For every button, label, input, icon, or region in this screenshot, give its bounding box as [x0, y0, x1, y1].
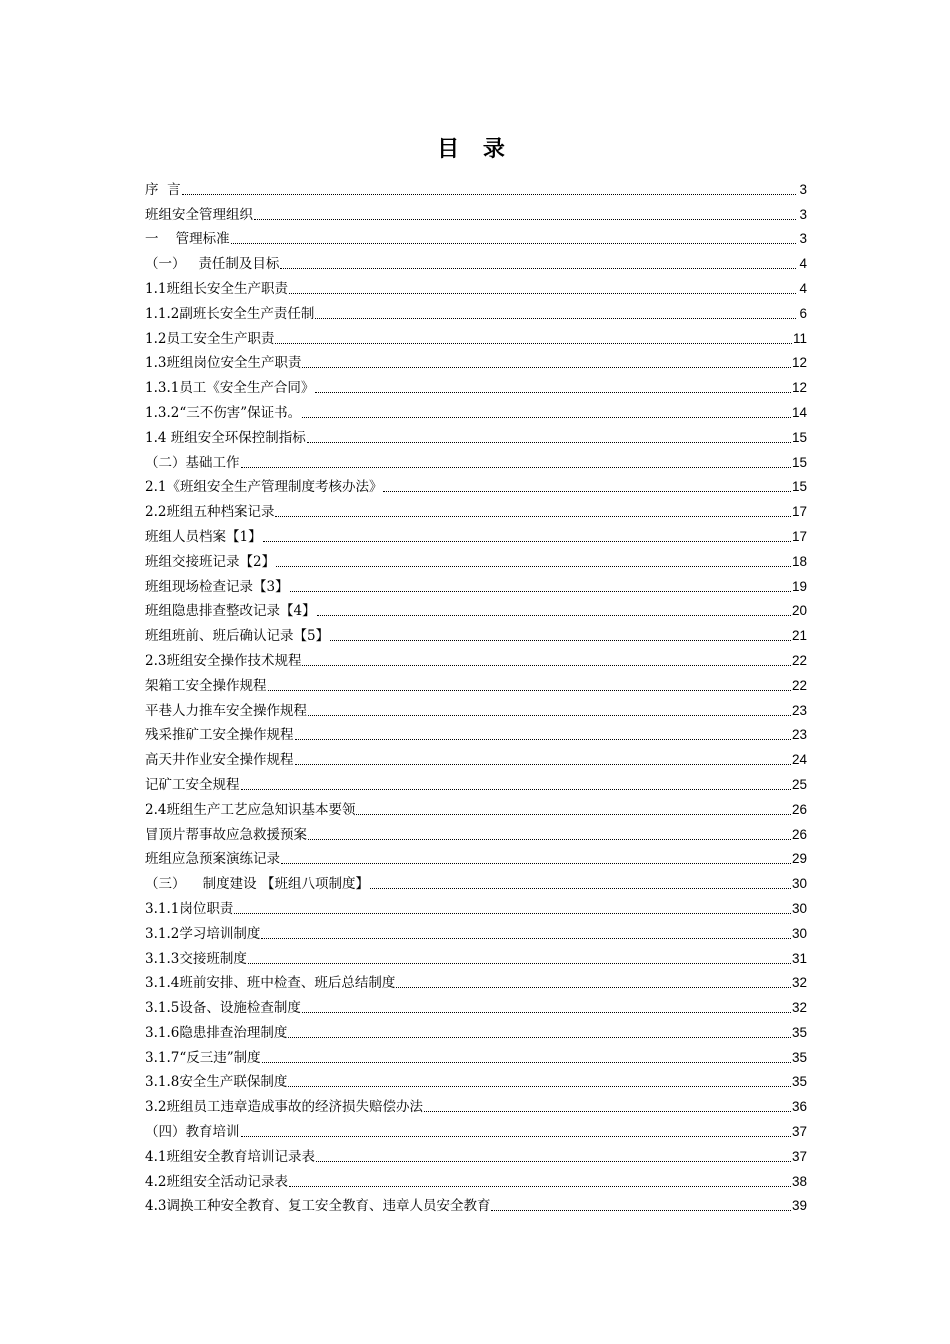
toc-entry-label: 3.2班组员工违章造成事故的经济损失赔偿办法: [145, 1099, 423, 1116]
toc-entry-page-number: 14: [791, 404, 807, 420]
toc-entry-page-number: 18: [791, 553, 807, 569]
toc-entry-page-number: 11: [792, 330, 807, 346]
dot-leader: [289, 1185, 791, 1187]
toc-entry[interactable]: [145, 794, 807, 819]
toc-entry-label: 2.3班组安全操作技术规程: [145, 652, 302, 669]
toc-entry-page-number: 23: [791, 702, 807, 718]
toc-entry[interactable]: [145, 472, 807, 497]
toc-entry-label: 班组交接班记录【2】: [145, 553, 276, 570]
toc-entry-label: 高天井作业安全操作规程: [145, 752, 294, 769]
dot-leader: [302, 366, 790, 368]
toc-entry[interactable]: [145, 868, 807, 893]
toc-entry-page-number: 3: [799, 206, 807, 222]
toc-entry[interactable]: [145, 769, 807, 794]
toc-entry-label: 1.3班组岗位安全生产职责: [145, 355, 302, 372]
toc-entry-label: （四）教育培训: [145, 1124, 240, 1141]
toc-entry-page-number: 20: [791, 603, 807, 619]
toc-entry-page-number: 29: [791, 851, 807, 867]
toc-entry-page-number: 37: [791, 1148, 807, 1164]
toc-entry-page-number: 30: [791, 900, 807, 916]
toc-entry-label: 4.3调换工种安全教育、复工安全教育、违章人员安全教育: [145, 1198, 491, 1215]
toc-entry-label: 3.1.1岗位职责: [145, 900, 234, 917]
toc-entry-label: 1.2员工安全生产职责: [145, 330, 275, 347]
dot-leader: [288, 1085, 791, 1087]
toc-entry[interactable]: [145, 1017, 807, 1042]
toc-entry[interactable]: [145, 1067, 807, 1092]
dot-leader: [254, 218, 796, 220]
dot-leader: [307, 441, 791, 443]
toc-entry[interactable]: [145, 174, 807, 199]
toc-entry-label: 班组安全管理组织: [145, 206, 253, 223]
toc-entry[interactable]: [145, 943, 807, 968]
dot-leader: [263, 540, 791, 542]
toc-entry[interactable]: [145, 992, 807, 1017]
toc-entry-label: 3.1.4班前安排、班中检查、班后总结制度: [145, 975, 396, 992]
toc-entry[interactable]: [145, 1091, 807, 1116]
toc-entry-page-number: 32: [791, 975, 807, 991]
toc-entry-label: 一 管理标准: [145, 231, 230, 248]
toc-entry-label: （二）基础工作: [145, 454, 240, 471]
toc-entry-page-number: 12: [791, 355, 807, 371]
toc-entry-label: 2.2班组五种档案记录: [145, 504, 275, 521]
dot-leader: [302, 416, 791, 418]
toc-entry-page-number: 6: [799, 305, 807, 321]
toc-entry-page-number: 37: [791, 1124, 807, 1140]
toc-entry-label: 1.1.2副班长安全生产责任制: [145, 305, 315, 322]
toc-entry-page-number: 30: [791, 876, 807, 892]
dot-leader: [289, 292, 796, 294]
dot-leader: [248, 962, 791, 964]
toc-entry[interactable]: [145, 1166, 807, 1191]
toc-title: 目 录: [437, 137, 513, 162]
dot-leader: [424, 1110, 791, 1112]
toc-entry-label: 3.1.3交接班制度: [145, 950, 247, 967]
toc-entry-label: 1.1班组长安全生产职责: [145, 280, 288, 297]
toc-entry-page-number: 17: [791, 504, 807, 520]
toc-entry-label: （一） 责任制及目标: [145, 256, 280, 273]
dot-leader: [317, 614, 791, 616]
dot-leader: [370, 887, 791, 889]
toc-entry-page-number: 4: [799, 256, 807, 272]
toc-entry-page-number: 30: [791, 925, 807, 941]
toc-entry[interactable]: [145, 248, 807, 273]
dot-leader: [275, 342, 792, 344]
toc-entry[interactable]: [145, 968, 807, 993]
toc-entry[interactable]: [145, 695, 807, 720]
toc-entry[interactable]: [145, 199, 807, 224]
toc-entry[interactable]: [145, 819, 807, 844]
toc-entry[interactable]: [145, 224, 807, 249]
toc-entry-page-number: 36: [791, 1099, 807, 1115]
toc-entry-label: 1.3.2“三不伤害”保证书。: [145, 404, 302, 421]
toc-entry[interactable]: [145, 372, 807, 397]
dot-leader: [241, 788, 791, 790]
dot-leader: [308, 838, 791, 840]
toc-entry-label: 1.4 班组安全环保控制指标: [145, 429, 306, 446]
toc-entry[interactable]: [145, 1042, 807, 1067]
toc-entry[interactable]: [145, 720, 807, 745]
toc-entry-page-number: 23: [791, 727, 807, 743]
dot-leader: [316, 1160, 791, 1162]
toc-entry-page-number: 26: [791, 801, 807, 817]
dot-leader: [276, 565, 791, 567]
toc-entry-page-number: 15: [791, 454, 807, 470]
dot-leader: [234, 912, 791, 914]
toc-entry-page-number: 21: [791, 628, 807, 644]
dot-leader: [308, 714, 791, 716]
toc-entry-label: 班组现场检查记录【3】: [145, 578, 289, 595]
toc-entry-page-number: 19: [791, 578, 807, 594]
toc-entry[interactable]: [145, 521, 807, 546]
toc-entry-page-number: 35: [791, 1024, 807, 1040]
toc-entry-page-number: 15: [791, 479, 807, 495]
dot-leader: [231, 242, 796, 244]
toc-entry[interactable]: [145, 323, 807, 348]
toc-entry-label: 记矿工安全规程: [145, 776, 240, 793]
toc-entry[interactable]: [145, 744, 807, 769]
toc-entry-label: 班组人员档案【1】: [145, 528, 262, 545]
toc-entry-label: 4.1班组安全教育培训记录表: [145, 1148, 315, 1165]
toc-entry-label: 冒顶片帮事故应急救援预案: [145, 826, 307, 843]
toc-entry-page-number: 3: [799, 181, 807, 197]
dot-leader: [275, 515, 790, 517]
toc-entry-page-number: 32: [791, 1000, 807, 1016]
toc-entry-label: 班组班前、班后确认记录【5】: [145, 628, 330, 645]
toc-entry-page-number: 24: [791, 752, 807, 768]
toc-entry-label: 2.1《班组安全生产管理制度考核办法》: [145, 479, 383, 496]
toc-entry-page-number: 17: [791, 528, 807, 544]
toc-entry-label: 班组隐患排查整改记录【4】: [145, 603, 316, 620]
toc-entry-label: 班组应急预案演练记录: [145, 851, 280, 868]
dot-leader: [262, 1061, 791, 1063]
toc-entry-label: 3.1.7“反三违”制度: [145, 1049, 261, 1066]
toc-entry-label: 3.1.5设备、设施检查制度: [145, 1000, 301, 1017]
dot-leader: [261, 937, 791, 939]
toc-entry[interactable]: [145, 298, 807, 323]
toc-entry-page-number: 22: [791, 652, 807, 668]
toc-entry[interactable]: [145, 546, 807, 571]
toc-entry[interactable]: [145, 1116, 807, 1141]
dot-leader: [315, 391, 791, 393]
toc-entry[interactable]: [145, 1141, 807, 1166]
toc-entry-page-number: 3: [799, 231, 807, 247]
toc-entry-page-number: 31: [791, 950, 807, 966]
dot-leader: [315, 317, 796, 319]
toc-entry-page-number: 39: [791, 1198, 807, 1214]
dot-leader: [295, 763, 791, 765]
toc-entry-page-number: 35: [791, 1074, 807, 1090]
toc-entry-label: 4.2班组安全活动记录表: [145, 1173, 288, 1190]
toc-entry-page-number: 25: [791, 776, 807, 792]
toc-entry-page-number: 12: [791, 380, 807, 396]
dot-leader: [356, 813, 790, 815]
dot-leader: [288, 1036, 791, 1038]
toc-entry[interactable]: [145, 620, 807, 645]
toc-entry[interactable]: [145, 571, 807, 596]
toc-entry-page-number: 35: [791, 1049, 807, 1065]
dot-leader: [302, 664, 790, 666]
toc-entry[interactable]: [145, 844, 807, 869]
toc-entry[interactable]: [145, 670, 807, 695]
toc-entry-label: 3.1.2学习培训制度: [145, 925, 261, 942]
toc-entry[interactable]: [145, 596, 807, 621]
dot-leader: [241, 1135, 791, 1137]
toc-entry-label: 平巷人力推车安全操作规程: [145, 702, 307, 719]
toc-entry[interactable]: [145, 273, 807, 298]
toc-entry-label: 1.3.1员工《安全生产合同》: [145, 380, 315, 397]
toc-entry[interactable]: [145, 447, 807, 472]
toc-entry-page-number: 38: [791, 1173, 807, 1189]
toc-entry-label: 序 言: [145, 181, 181, 198]
toc-entry-label: 架箱工安全操作规程: [145, 677, 267, 694]
toc-list: [145, 174, 807, 1215]
toc-entry-page-number: 26: [791, 826, 807, 842]
toc-entry[interactable]: [145, 918, 807, 943]
toc-entry[interactable]: [145, 645, 807, 670]
dot-leader: [302, 1011, 791, 1013]
dot-leader: [241, 466, 791, 468]
dot-leader: [491, 1209, 791, 1211]
toc-entry-page-number: 22: [791, 677, 807, 693]
dot-leader: [281, 862, 791, 864]
dot-leader: [330, 639, 791, 641]
toc-entry-label: （三） 制度建设 【班组八项制度】: [145, 876, 369, 893]
dot-leader: [383, 490, 790, 492]
toc-entry-label: 残采推矿工安全操作规程: [145, 727, 294, 744]
toc-entry-label: 2.4班组生产工艺应急知识基本要领: [145, 801, 356, 818]
dot-leader: [396, 986, 791, 988]
toc-entry[interactable]: [145, 422, 807, 447]
dot-leader: [182, 193, 796, 195]
toc-entry[interactable]: [145, 893, 807, 918]
toc-entry[interactable]: [145, 348, 807, 373]
toc-entry-page-number: 15: [791, 429, 807, 445]
toc-entry[interactable]: [145, 397, 807, 422]
toc-entry-label: 3.1.8安全生产联保制度: [145, 1074, 288, 1091]
dot-leader: [280, 267, 796, 269]
dot-leader: [268, 689, 791, 691]
toc-entry-label: 3.1.6隐患排查治理制度: [145, 1024, 288, 1041]
toc-entry[interactable]: [145, 1191, 807, 1216]
dot-leader: [290, 590, 791, 592]
toc-entry-page-number: 4: [799, 280, 807, 296]
dot-leader: [295, 738, 791, 740]
toc-entry[interactable]: [145, 496, 807, 521]
